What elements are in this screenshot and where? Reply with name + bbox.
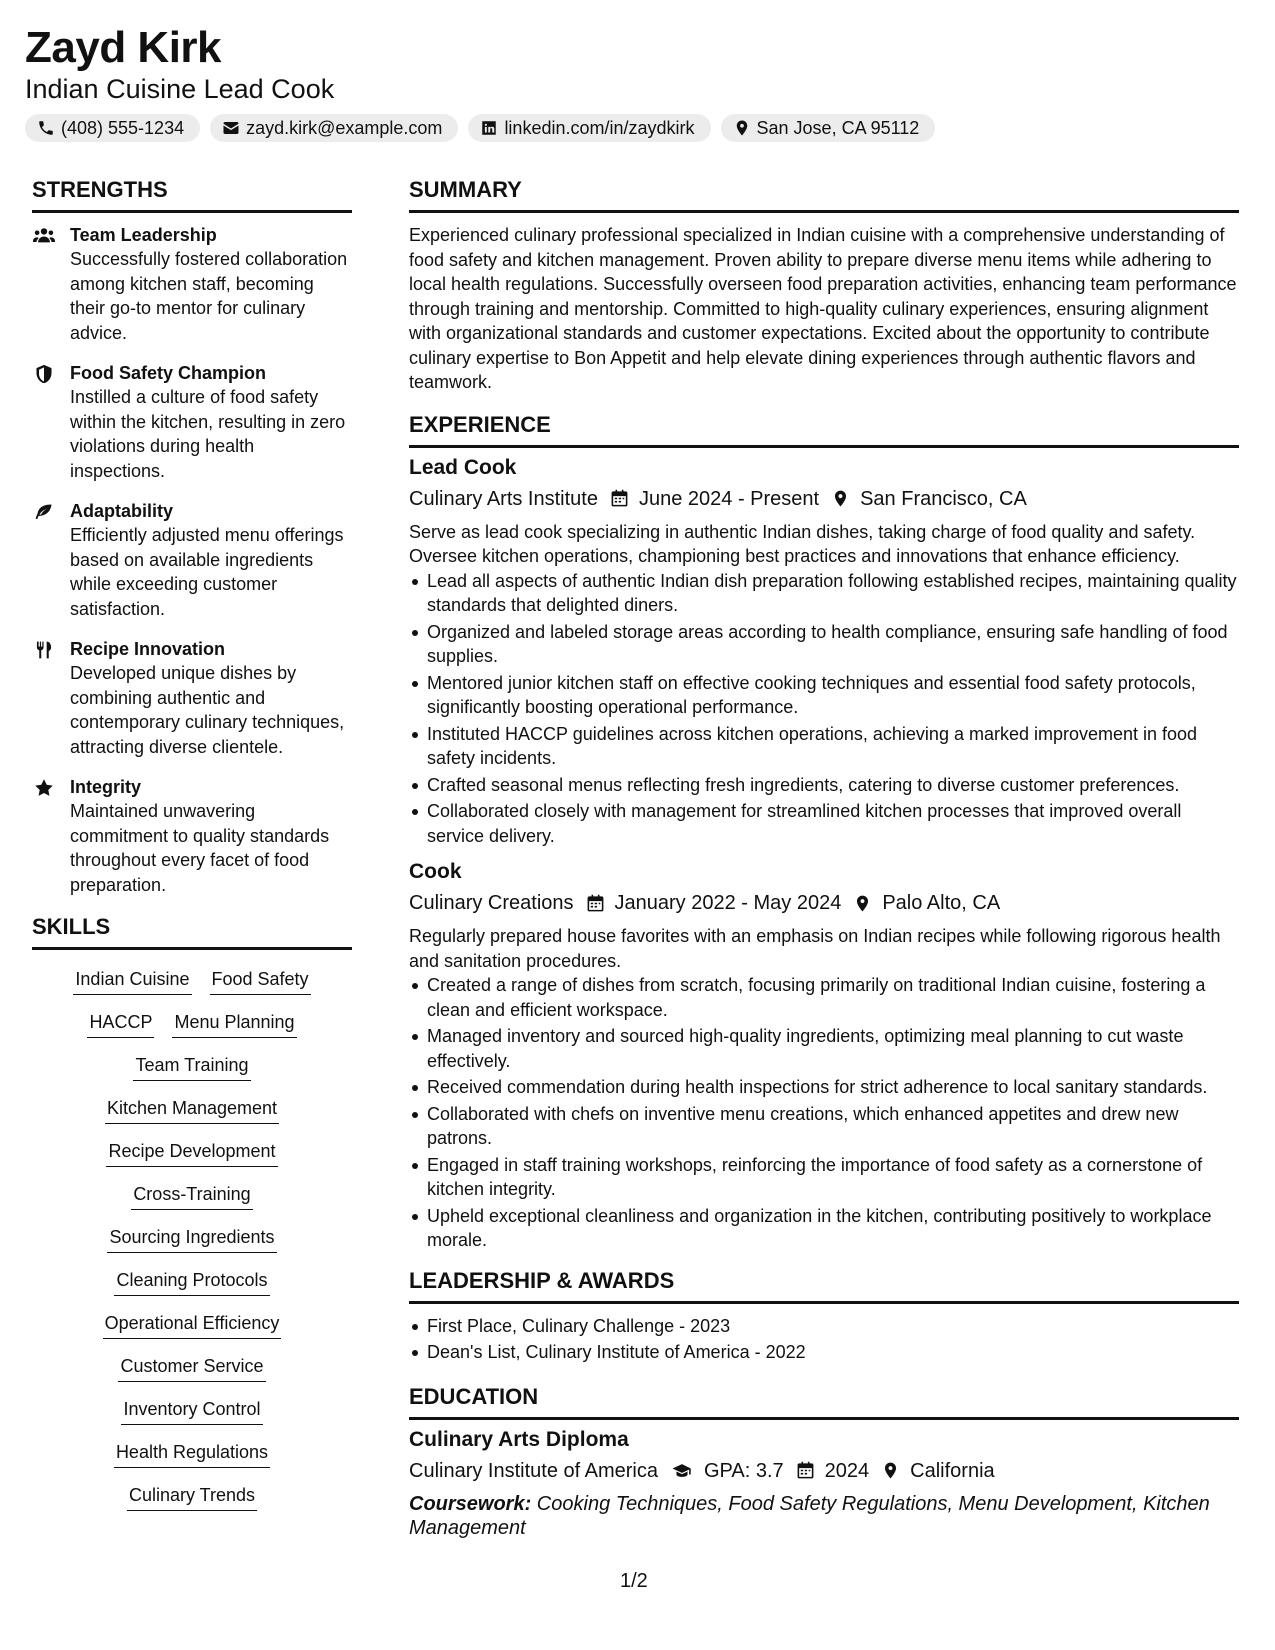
skills-list bbox=[32, 960, 352, 1511]
education-heading: EDUCATION bbox=[409, 1383, 1239, 1420]
job-title: Lead Cook bbox=[409, 455, 517, 479]
job-dates: June 2024 - Present bbox=[638, 487, 820, 510]
candidate-name: Zayd Kirk bbox=[25, 23, 222, 72]
leaf-icon bbox=[33, 502, 55, 522]
job-intro: Serve as lead cook specializing in authentic Indian dishes, taking charge of food quality and safety. Oversee kitchen operations, championing best practices and innovations that enhance efficiency. bbox=[409, 521, 1196, 566]
candidate-role: Indian Cuisine Lead Cook bbox=[25, 74, 335, 104]
left-column bbox=[32, 176, 352, 1511]
skill-tag: HACCP bbox=[87, 1009, 154, 1038]
strength-title: Recipe Innovation bbox=[70, 639, 226, 659]
job-entry bbox=[409, 454, 1239, 849]
list-item: Upheld exceptional cleanliness and organization in the kitchen, contributing positively to workplace morale. bbox=[409, 1204, 1239, 1253]
strength-description: Instilled a culture of food safety within the kitchen, resulting in zero violations during health inspections. bbox=[70, 387, 346, 481]
location-chip[interactable] bbox=[721, 114, 936, 142]
calendar-icon bbox=[610, 489, 629, 508]
list-item: Dean's List, Culinary Institute of America - 2022 bbox=[409, 1340, 1239, 1365]
skill-tag: Cross-Training bbox=[131, 1181, 252, 1210]
map-pin-icon bbox=[733, 119, 751, 137]
school-name: Culinary Institute of America bbox=[409, 1459, 658, 1482]
phone-text: (408) 555-1234 bbox=[61, 117, 185, 138]
education-location: California bbox=[910, 1459, 995, 1482]
job-location: San Francisco, CA bbox=[860, 487, 1027, 510]
graduation-year: 2024 bbox=[824, 1459, 870, 1482]
job-entry bbox=[409, 858, 1239, 1253]
list-item: Received commendation during health inspections for strict adherence to local sanitary standards. bbox=[409, 1075, 1239, 1100]
list-item: First Place, Culinary Challenge - 2023 bbox=[409, 1314, 1239, 1339]
experience-heading: EXPERIENCE bbox=[409, 411, 1239, 448]
summary-heading: SUMMARY bbox=[409, 176, 1239, 213]
location-text: San Jose, CA 95112 bbox=[756, 117, 920, 138]
degree-title: Culinary Arts Diploma bbox=[409, 1427, 629, 1451]
coursework-label: Coursework: bbox=[409, 1492, 532, 1515]
contact-bar bbox=[25, 114, 935, 142]
awards-heading: LEADERSHIP & AWARDS bbox=[409, 1267, 1239, 1304]
map-pin-icon bbox=[831, 489, 850, 508]
page-number: 1/2 bbox=[620, 1570, 648, 1592]
skill-tag: Inventory Control bbox=[121, 1396, 262, 1425]
star-icon bbox=[33, 778, 55, 798]
list-item: Instituted HACCP guidelines across kitchen operations, achieving a marked improvement in food safety incidents. bbox=[409, 722, 1239, 771]
job-location: Palo Alto, CA bbox=[882, 892, 1001, 914]
email-text: zayd.kirk@example.com bbox=[246, 117, 443, 138]
skill-tag: Cleaning Protocols bbox=[114, 1267, 269, 1296]
strength-item bbox=[32, 223, 352, 345]
email-chip[interactable] bbox=[210, 114, 458, 142]
strength-item bbox=[32, 361, 352, 483]
job-dates: January 2022 - May 2024 bbox=[614, 892, 842, 914]
map-pin-icon bbox=[853, 894, 872, 913]
job-bullets bbox=[409, 973, 1239, 1253]
strength-item bbox=[32, 499, 352, 621]
list-item: Organized and labeled storage areas according to health compliance, ensuring safe handling of food supplies. bbox=[409, 620, 1239, 669]
awards-list bbox=[409, 1314, 1239, 1365]
strength-description: Developed unique dishes by combining authentic and contemporary culinary techniques, attracting diverse clientele. bbox=[70, 663, 345, 757]
job-bullets bbox=[409, 569, 1239, 849]
linkedin-text: linkedin.com/in/zaydkirk bbox=[504, 117, 695, 138]
job-meta bbox=[409, 888, 1239, 918]
skill-tag: Sourcing Ingredients bbox=[107, 1224, 276, 1253]
graduation-cap-icon bbox=[670, 1461, 694, 1480]
gpa: GPA: 3.7 bbox=[704, 1459, 784, 1482]
strength-item bbox=[32, 775, 352, 897]
skill-tag: Menu Planning bbox=[172, 1009, 296, 1038]
strength-title: Team Leadership bbox=[70, 225, 217, 245]
strength-title: Integrity bbox=[70, 777, 142, 797]
skill-tag: Food Safety bbox=[210, 966, 311, 995]
list-item: Managed inventory and sourced high-quality ingredients, optimizing meal planning to cut waste effectively. bbox=[409, 1024, 1239, 1073]
education-meta bbox=[409, 1456, 1239, 1486]
strength-description: Maintained unwavering commitment to quality standards throughout every facet of food preparation. bbox=[70, 801, 330, 895]
coursework bbox=[409, 1492, 1239, 1541]
skills-heading: SKILLS bbox=[32, 913, 352, 950]
list-item: Engaged in staff training workshops, reinforcing the importance of food safety as a cornerstone of kitchen integrity. bbox=[409, 1153, 1239, 1202]
skill-tag: Team Training bbox=[133, 1052, 250, 1081]
shield-icon bbox=[33, 364, 55, 384]
linkedin-icon bbox=[480, 119, 498, 137]
map-pin-icon bbox=[881, 1461, 900, 1480]
summary-text: Experienced culinary professional specialized in Indian cuisine with a comprehensive understanding of food safety and kitchen management. Proven ability to prepare diverse menu items while adhering to local health regulations. Successfully overseen food preparation activities, enhancing team performance through training and mentorship. Committed to high-quality culinary experiences, ensuring alignment with organizational standards and customer expectations. Excited about the opportunity to contribute culinary expertise to Bon Appetit and help elevate dining experiences through authentic flavors and teamwork. bbox=[409, 225, 1237, 392]
company-name: Culinary Creations bbox=[409, 892, 574, 914]
job-intro: Regularly prepared house favorites with an emphasis on Indian recipes while following rigorous health and sanitation procedures. bbox=[409, 926, 1221, 971]
skill-tag: Culinary Trends bbox=[127, 1482, 257, 1511]
right-column bbox=[409, 176, 1239, 1541]
strength-item bbox=[32, 637, 352, 759]
list-item: Mentored junior kitchen staff on effective cooking techniques and essential food safety protocols, significantly boosting operational performance. bbox=[409, 671, 1239, 720]
skill-tag: Customer Service bbox=[118, 1353, 265, 1382]
strength-title: Food Safety Champion bbox=[70, 363, 267, 383]
job-meta bbox=[409, 484, 1239, 514]
list-item: Created a range of dishes from scratch, focusing primarily on traditional Indian cuisine, fostering a clean and efficient workspace. bbox=[409, 973, 1239, 1022]
strength-description: Efficiently adjusted menu offerings based on available ingredients while exceeding customer satisfaction. bbox=[70, 525, 344, 619]
phone-chip[interactable] bbox=[25, 114, 200, 142]
strength-description: Successfully fostered collaboration among kitchen staff, becoming their go-to mentor for culinary advice. bbox=[70, 249, 348, 343]
company-name: Culinary Arts Institute bbox=[409, 487, 598, 510]
envelope-icon bbox=[222, 119, 240, 137]
list-item: Collaborated closely with management for streamlined kitchen processes that improved overall service delivery. bbox=[409, 799, 1239, 848]
phone-icon bbox=[37, 119, 55, 137]
calendar-icon bbox=[586, 894, 605, 913]
list-item: Lead all aspects of authentic Indian dish preparation following established recipes, maintaining quality standards that delighted diners. bbox=[409, 569, 1239, 618]
job-title: Cook bbox=[409, 860, 462, 883]
skill-tag: Recipe Development bbox=[106, 1138, 277, 1167]
linkedin-chip[interactable] bbox=[468, 114, 710, 142]
list-item: Crafted seasonal menus reflecting fresh ingredients, catering to diverse customer preferences. bbox=[409, 773, 1239, 798]
skill-tag: Kitchen Management bbox=[105, 1095, 279, 1124]
utensils-icon bbox=[33, 640, 55, 660]
list-item: Collaborated with chefs on inventive menu creations, which enhanced appetites and drew new patrons. bbox=[409, 1102, 1239, 1151]
skill-tag: Operational Efficiency bbox=[103, 1310, 282, 1339]
users-icon bbox=[33, 226, 55, 246]
strength-title: Adaptability bbox=[70, 501, 174, 521]
strengths-heading: STRENGTHS bbox=[32, 176, 352, 213]
calendar-icon bbox=[796, 1461, 815, 1480]
skill-tag: Health Regulations bbox=[114, 1439, 270, 1468]
skill-tag: Indian Cuisine bbox=[73, 966, 191, 995]
coursework-list: Cooking Techniques, Food Safety Regulations, Menu Development, Kitchen Management bbox=[409, 1492, 1210, 1539]
